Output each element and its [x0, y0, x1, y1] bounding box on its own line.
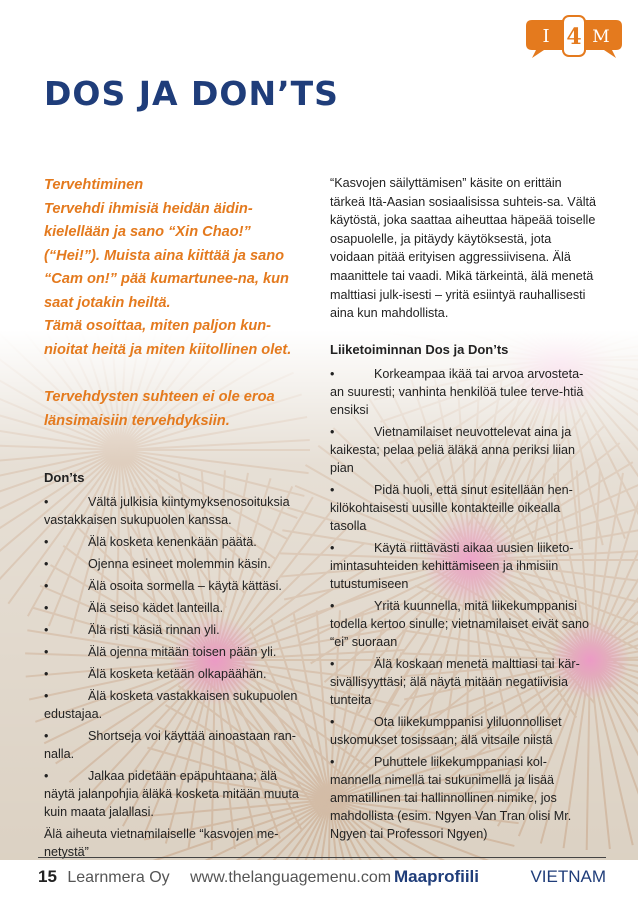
bullet: •: [44, 557, 49, 571]
donts-list: [44, 493, 308, 821]
list-item-text: Ota liikekumppanisi yliluonnolliset uskomukset tosissaan; älä vitsaile niistä: [330, 714, 562, 747]
list-item: [44, 767, 308, 821]
bullet: •: [44, 689, 49, 703]
country-label: VIETNAM: [530, 867, 606, 886]
bullet: •: [330, 482, 335, 497]
list-item: [330, 539, 596, 593]
list-item-text: Pidä huoli, että sinut esitellään hen-kilökohtaisesti uusille kontakteille oikealla tasolla: [330, 482, 573, 533]
bullet: •: [330, 424, 335, 439]
list-item: [44, 555, 308, 573]
list-item-text: Shortseja voi käyttää ainoastaan ran-nalla.: [44, 729, 296, 761]
bullet: •: [44, 535, 49, 549]
donts-closing: Älä aiheuta vietnamilaiselle “kasvojen me-netystä”: [44, 827, 279, 859]
donts-heading: Don’ts: [44, 470, 85, 485]
business-heading: Liiketoiminnan Dos ja Don’ts: [330, 341, 509, 357]
page-number: 15: [38, 867, 57, 886]
list-item: [330, 713, 596, 749]
bullet: •: [44, 495, 49, 509]
face-paragraph: “Kasvojen säilyttämisen” käsite on erittäin tärkeä Itä-Aasian sosiaalisissa suhteis-sa. Vältä käytöstä, joka saattaa aiheuttaa häpeää toiselle osapuolelle, ja pitäydy käytöksestä, jota voidaan pitää erityisen aggressiivisena. Älä maanittele tai vaadi. Mikä tärkeintä, älä menetä malttiasi julk-isesti – yritä esiintyä rauhallisesti aina kun mahdollista.: [330, 176, 596, 321]
list-item: [330, 365, 596, 419]
bullet: •: [330, 714, 335, 729]
list-item-text: Korkeampaa ikää tai arvoa arvosteta-an suuresti; vanhinta henkilöä tulee terve-htiä ensiksi: [330, 366, 584, 417]
list-item-text: Älä koskaan menetä malttiasi tai kär-sivällisyyttäsi; älä näytä mitään negatiivisia tunteita: [330, 656, 580, 707]
bullet: •: [330, 656, 335, 671]
logo-letter-m: M: [592, 27, 610, 47]
list-item: [44, 643, 308, 661]
list-item: [330, 481, 596, 535]
greeting-heading: Tervehtiminen: [44, 177, 144, 193]
bullet: •: [330, 754, 335, 769]
publisher-name: Learnmera Oy: [67, 869, 170, 886]
logo-letter-i: I: [542, 26, 550, 47]
list-item-text: Yritä kuunnella, mitä liikekumppanisi todella kertoo sinulle; vietnamilaiset eivät sano “ei” suoraan: [330, 598, 590, 649]
bullet: •: [330, 366, 335, 381]
bullet: •: [44, 769, 49, 783]
list-item: [44, 687, 308, 723]
greeting-callout: [44, 174, 308, 433]
website-link[interactable]: www.thelanguagemenu.com: [190, 869, 392, 886]
bullet: •: [44, 579, 49, 593]
bullet: •: [44, 623, 49, 637]
list-item: [330, 753, 596, 843]
list-item-text: Älä ojenna mitään toisen pään yli.: [88, 645, 277, 659]
list-item-text: Jalkaa pidetään epäpuhtaana; älä näytä jalanpohjia äläkä kosketa mitään muuta kuin maata jalallasi.: [44, 769, 299, 819]
list-item-text: Älä kosketa vastakkaisen sukupuolen edustajaa.: [44, 689, 298, 721]
bullet: •: [44, 729, 49, 743]
list-item: [330, 597, 596, 651]
list-item: [44, 577, 308, 595]
greeting-paragraph-3: Tervehdysten suhteen ei ole eroa länsimaisiin tervehdyksiin.: [44, 389, 275, 429]
list-item: [44, 727, 308, 763]
list-item: [44, 493, 308, 529]
footer-divider: [38, 857, 606, 858]
list-item-text: Puhuttele liikekumppaniasi kol-mannella nimellä tai sukunimellä ja lisää ammatillinen tai hallinnollinen nimike, jos mahdollista (esim. Ngyen Van Tran olisi Mr. Ngyen tai Professori Ngyen): [330, 754, 572, 841]
bullet: •: [330, 598, 335, 613]
list-item-text: Käytä riittävästi aikaa uusien liiketo-imintasuhteiden kehittämiseen ja ihmisiin tutustumiseen: [330, 540, 574, 591]
bullet: •: [44, 667, 49, 681]
business-list: [330, 365, 596, 843]
left-column: [44, 174, 308, 861]
greeting-paragraph-1: Tervehdi ihmisiä heidän äidin-kielellään ja sano “Xin Chao!” (“Hei!”). Muista aina kiittää ja sano “Cam on!” pää kumartunee-na, kun saat jotakin heiltä.: [44, 200, 289, 311]
i4m-logo: [524, 14, 624, 62]
page-title: DOS JA DON’TS: [44, 74, 339, 113]
list-item-text: Älä kosketa ketään olkapäähän.: [88, 667, 267, 681]
list-item: [330, 423, 596, 477]
list-item-text: Älä osoita sormella – käytä kättäsi.: [88, 579, 282, 593]
list-item: [44, 599, 308, 617]
list-item-text: Ojenna esineet molemmin käsin.: [88, 557, 271, 571]
section-label: Maaprofiili: [394, 867, 480, 886]
list-item: [44, 665, 308, 683]
logo-letter-4: 4: [566, 24, 582, 50]
list-item-text: Älä seiso kädet lanteilla.: [88, 601, 224, 615]
bullet: •: [44, 601, 49, 615]
greeting-paragraph-2: Tämä osoittaa, miten paljon kun-nioitat heitä ja miten kiitollinen olet.: [44, 318, 292, 358]
page-footer: [38, 862, 606, 892]
list-item-text: Vietnamilaiset neuvottelevat aina ja kaikesta; pelaa peliä äläkä anna periksi liian pian: [330, 424, 576, 475]
list-item: [44, 533, 308, 551]
bullet: •: [330, 540, 335, 555]
list-item: [44, 621, 308, 639]
list-item-text: Vältä julkisia kiintymyksenosoituksia vastakkaisen sukupuolen kanssa.: [44, 495, 290, 527]
list-item-text: Älä risti käsiä rinnan yli.: [88, 623, 220, 637]
bullet: •: [44, 645, 49, 659]
right-column: [330, 174, 596, 847]
list-item-text: Älä kosketa kenenkään päätä.: [88, 535, 257, 549]
list-item: [330, 655, 596, 709]
